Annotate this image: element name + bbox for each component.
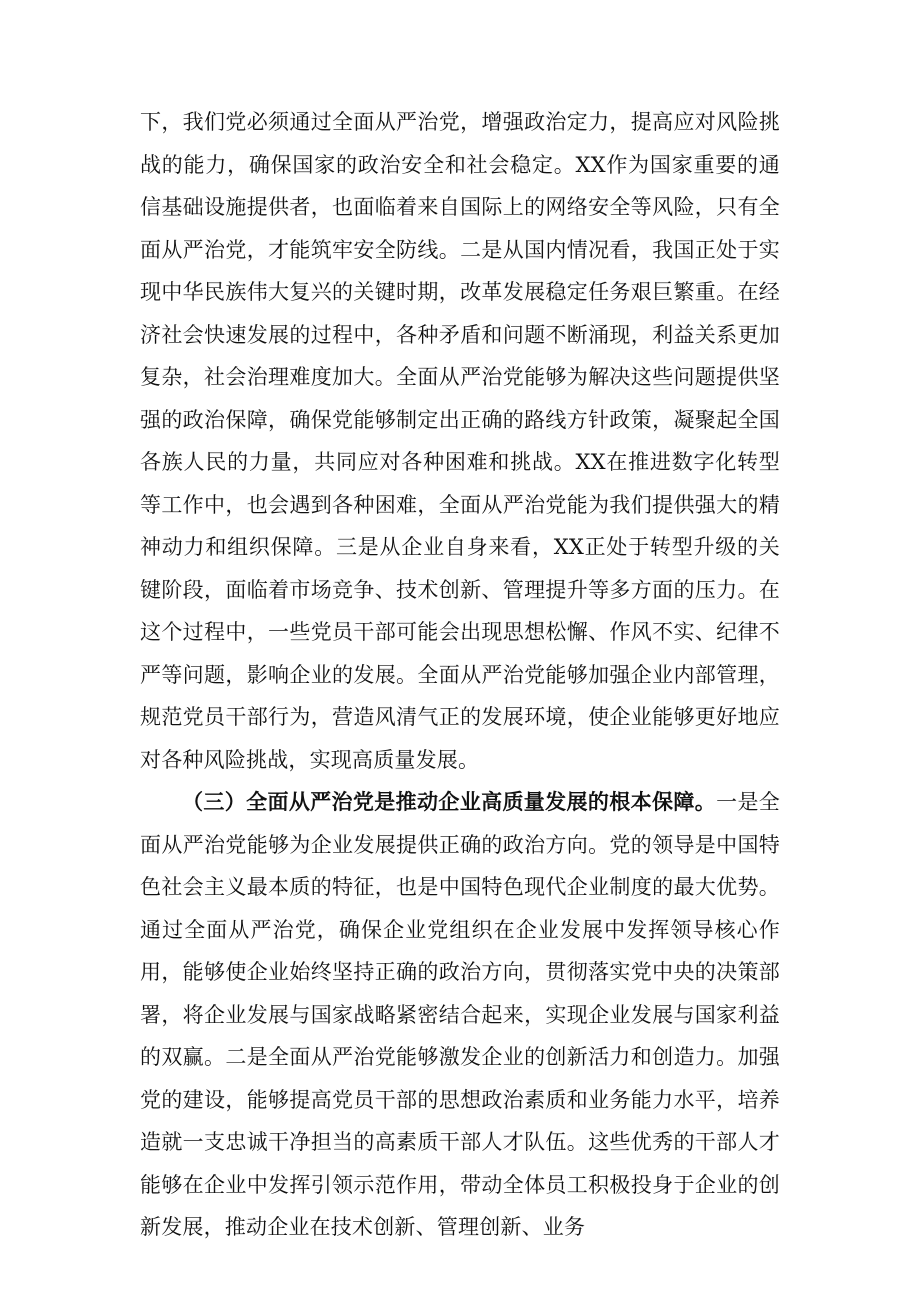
paragraph-continuation: 下，我们党必须通过全面从严治党，增强政治定力，提高应对风险挑战的能力，确保国家的政治安全和社会稳定。XX作为国家重要的通信基础设施提供者，也面临着来自国际上的网络安全等风险，只有全面从严治党，才能筑牢安全防线。二是从国内情况看，我国正处于实现中华民族伟大复兴的关键时期，改革发展稳定任务艰巨繁重。在经济社会快速发展的过程中，各种矛盾和问题不断涌现，利益关系更加复杂，社会治理难度加大。全面从严治党能够为解决这些问题提供坚强的政治保障，确保党能够制定出正确的路线方针政策，凝聚起全国各族人民的力量，共同应对各种困难和挑战。XX在推进数字化转型等工作中，也会遇到各种困难，全面从严治党能为我们提供强大的精神动力和组织保障。三是从企业自身来看，XX正处于转型升级的关键阶段，面临着市场竞争、技术创新、管理提升等多方面的压力。在这个过程中，一些党员干部可能会出现思想松懈、作风不实、纪律不严等问题，影响企业的发展。全面从严治党能够加强企业内部管理，规范党员干部行为，营造风清气正的发展环境，使企业能够更好地应对各种风险挑战，实现高质量发展。 — [140, 110, 780, 772]
paragraph-section-three — [140, 781, 780, 1249]
section-body: 一是全面从严治党能够为企业发展提供正确的政治方向。党的领导是中国特色社会主义最本质的特征，也是中国特色现代企业制度的最大优势。通过全面从严治党，确保企业党组织在企业发展中发挥领导核心作用，能够使企业始终坚持正确的政治方向，贯彻落实党中央的决策部署，将企业发展与国家战略紧密结合起来，实现企业发展与国家利益的双赢。二是全面从严治党能够激发企业的创新活力和创造力。加强党的建设，能够提高党员干部的思想政治素质和业务能力水平，培养造就一支忠诚干净担当的高素质干部人才队伍。这些优秀的干部人才能够在企业中发挥引领示范作用，带动全体员工积极投身于企业的创新发展，推动企业在技术创新、管理创新、业务 — [140, 790, 781, 1239]
section-heading: （三）全面从严治党是推动企业高质量发展的根本保障。 — [182, 789, 717, 814]
document-body — [140, 101, 780, 1249]
